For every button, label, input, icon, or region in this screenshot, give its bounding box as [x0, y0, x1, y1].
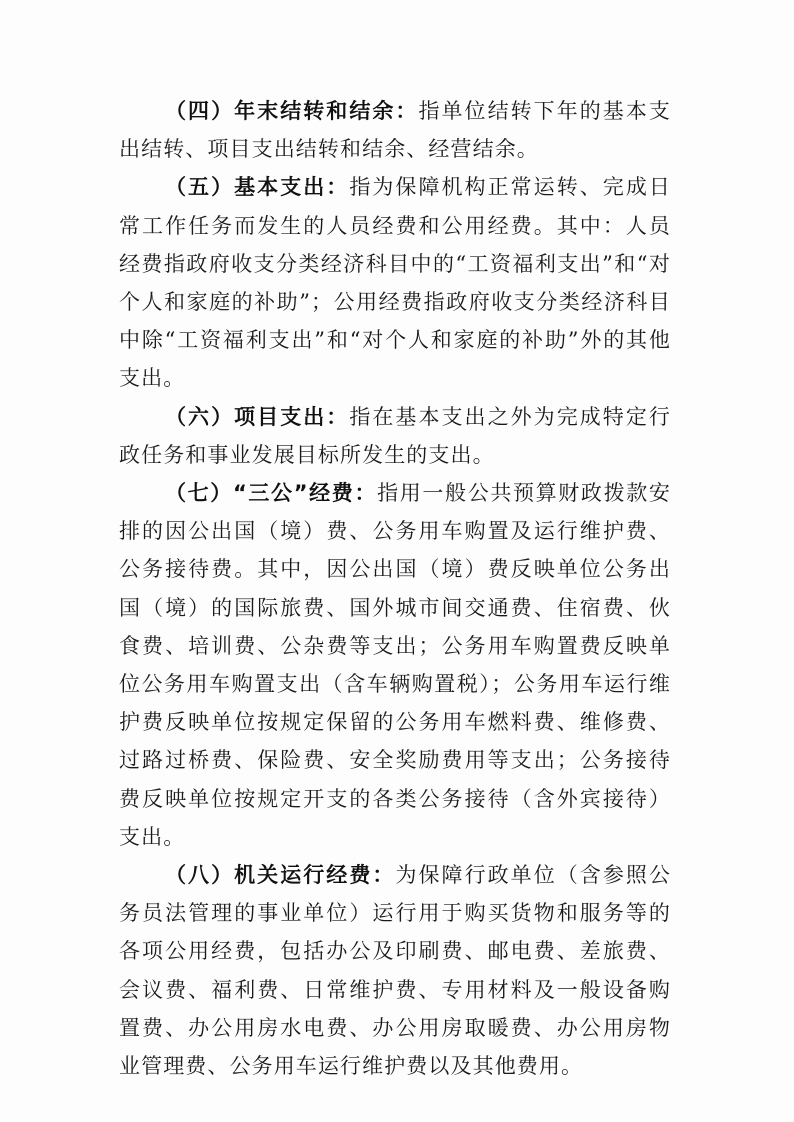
term-basic-expenditure: （五）基本支出：	[165, 175, 350, 200]
term-agency-operating-expenses: （八）机关运行经费：	[165, 863, 396, 888]
document-body	[119, 92, 671, 1085]
term-project-expenditure: （六）项目支出：	[165, 404, 350, 429]
paragraph-basic-expenditure	[119, 168, 671, 397]
paragraph-year-end-carryover	[119, 92, 671, 168]
definition-year-end-carryover: 指单位结转下年的基本支出结转、项目支出结转和结余、经营结余。	[119, 99, 671, 162]
definition-project-expenditure: 指在基本支出之外为完成特定行政任务和事业发展目标所发生的支出。	[119, 404, 671, 467]
paragraph-project-expenditure	[119, 398, 671, 474]
definition-three-public-expenses: 指用一般公共预算财政拨款安排的因公出国（境）费、公务用车购置及运行维护费、公务接待费。其中，因公出国（境）费反映单位公务出国（境）的国际旅费、国外城市间交通费、住宿费、伙食费、培训费、公杂费等支出；公务用车购置费反映单位公务用车购置支出（含车辆购置税）；公务用车运行维护费反映单位按规定保留的公务用车燃料费、维修费、过路过桥费、保险费、安全奖励费用等支出；公务接待费反映单位按规定开支的各类公务接待（含外宾接待）支出。	[119, 481, 671, 849]
definition-basic-expenditure: 指为保障机构正常运转、完成日常工作任务而发生的人员经费和公用经费。其中：人员经费指政府收支分类经济科目中的“工资福利支出”和“对个人和家庭的补助”；公用经费指政府收支分类经济科目中除“工资福利支出”和“对个人和家庭的补助”外的其他支出。	[119, 175, 671, 391]
term-year-end-carryover: （四）年末结转和结余：	[165, 99, 419, 123]
paragraph-three-public-expenses	[119, 474, 671, 856]
definition-agency-operating-expenses: 为保障行政单位（含参照公务员法管理的事业单位）运行用于购买货物和服务等的各项公用经费，包括办公及印刷费、邮电费、差旅费、会议费、福利费、日常维护费、专用材料及一般设备购置费、办公用房水电费、办公用房取暖费、办公用房物业管理费、公务用车运行维护费以及其他费用。	[119, 863, 672, 1079]
term-three-public-expenses: （七）“三公”经费：	[165, 481, 378, 506]
paragraph-agency-operating-expenses	[119, 856, 671, 1085]
